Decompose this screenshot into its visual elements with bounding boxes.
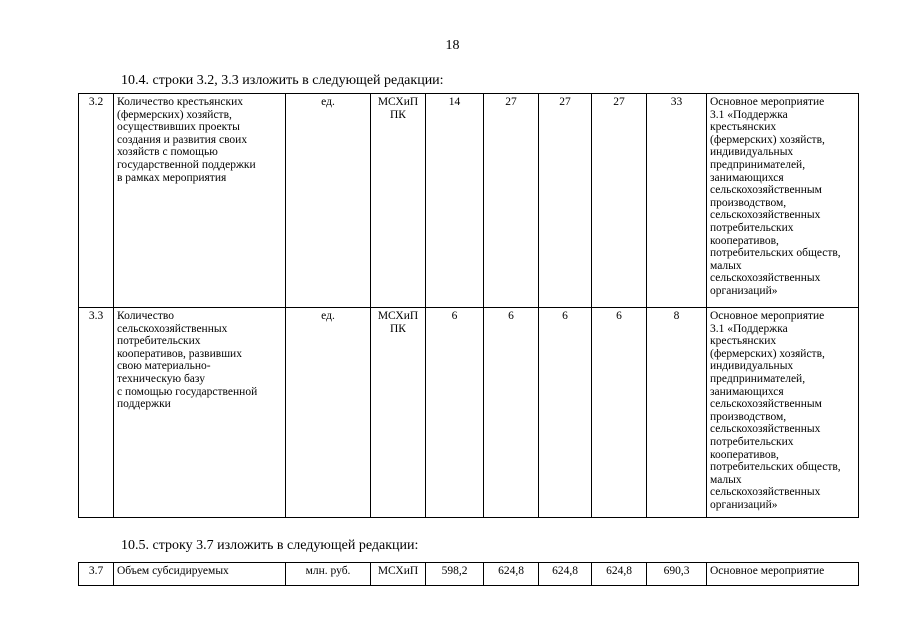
value-cell: 6 bbox=[592, 308, 647, 518]
executor-cell: МСХиП ПК bbox=[371, 94, 426, 308]
value-cell: 27 bbox=[539, 94, 592, 308]
value-cell: 624,8 bbox=[592, 563, 647, 586]
executor-cell: МСХиП ПК bbox=[371, 308, 426, 518]
value-cell: 6 bbox=[426, 308, 484, 518]
indicators-table-row-3-7 bbox=[78, 562, 859, 586]
value-cell: 14 bbox=[426, 94, 484, 308]
indicators-table-rows-3-2-3-3 bbox=[78, 93, 859, 518]
unit-cell: ед. bbox=[286, 308, 371, 518]
activity-cell: Основное мероприятие 3.1 «Поддержка крестьянских (фермерских) хозяйств, индивидуальных предпринимателей, занимающихся сельскохозяйственным производством, сельскохозяйственных потребительских кооперативов, потребительских обществ, малых сельскохозяйственных организаций» bbox=[707, 308, 859, 518]
row-number-cell: 3.3 bbox=[79, 308, 114, 518]
table-row bbox=[79, 308, 859, 518]
value-cell: 27 bbox=[592, 94, 647, 308]
value-cell: 6 bbox=[539, 308, 592, 518]
table-row bbox=[79, 563, 859, 586]
section-heading-10-4: 10.4. строки 3.2, 3.3 изложить в следующей редакции: bbox=[121, 73, 444, 88]
row-number-cell: 3.2 bbox=[79, 94, 114, 308]
unit-cell: млн. руб. bbox=[286, 563, 371, 586]
section-heading-10-5: 10.5. строку 3.7 изложить в следующей редакции: bbox=[121, 538, 419, 553]
value-cell: 27 bbox=[484, 94, 539, 308]
activity-cell: Основное мероприятие 3.1 «Поддержка крестьянских (фермерских) хозяйств, индивидуальных предпринимателей, занимающихся сельскохозяйственным производством, сельскохозяйственных потребительских кооперативов, потребительских обществ, малых сельскохозяйственных организаций» bbox=[707, 94, 859, 308]
value-cell: 624,8 bbox=[484, 563, 539, 586]
indicator-name-cell: Объем субсидируемых bbox=[114, 563, 286, 586]
value-cell: 33 bbox=[647, 94, 707, 308]
table-row bbox=[79, 94, 859, 308]
value-cell: 598,2 bbox=[426, 563, 484, 586]
indicator-name-cell: Количество крестьянских (фермерских) хозяйств, осуществивших проекты создания и развития своих хозяйств с помощью государственной поддержки в рамках мероприятия bbox=[114, 94, 286, 308]
activity-cell: Основное мероприятие bbox=[707, 563, 859, 586]
page-number: 18 bbox=[445, 38, 460, 53]
value-cell: 624,8 bbox=[539, 563, 592, 586]
value-cell: 8 bbox=[647, 308, 707, 518]
value-cell: 690,3 bbox=[647, 563, 707, 586]
value-cell: 6 bbox=[484, 308, 539, 518]
row-number-cell: 3.7 bbox=[79, 563, 114, 586]
indicator-name-cell: Количество сельскохозяйственных потребительских кооперативов, развивших свою материально- техническую базу с помощью государственной поддержки bbox=[114, 308, 286, 518]
unit-cell: ед. bbox=[286, 94, 371, 308]
executor-cell: МСХиП bbox=[371, 563, 426, 586]
